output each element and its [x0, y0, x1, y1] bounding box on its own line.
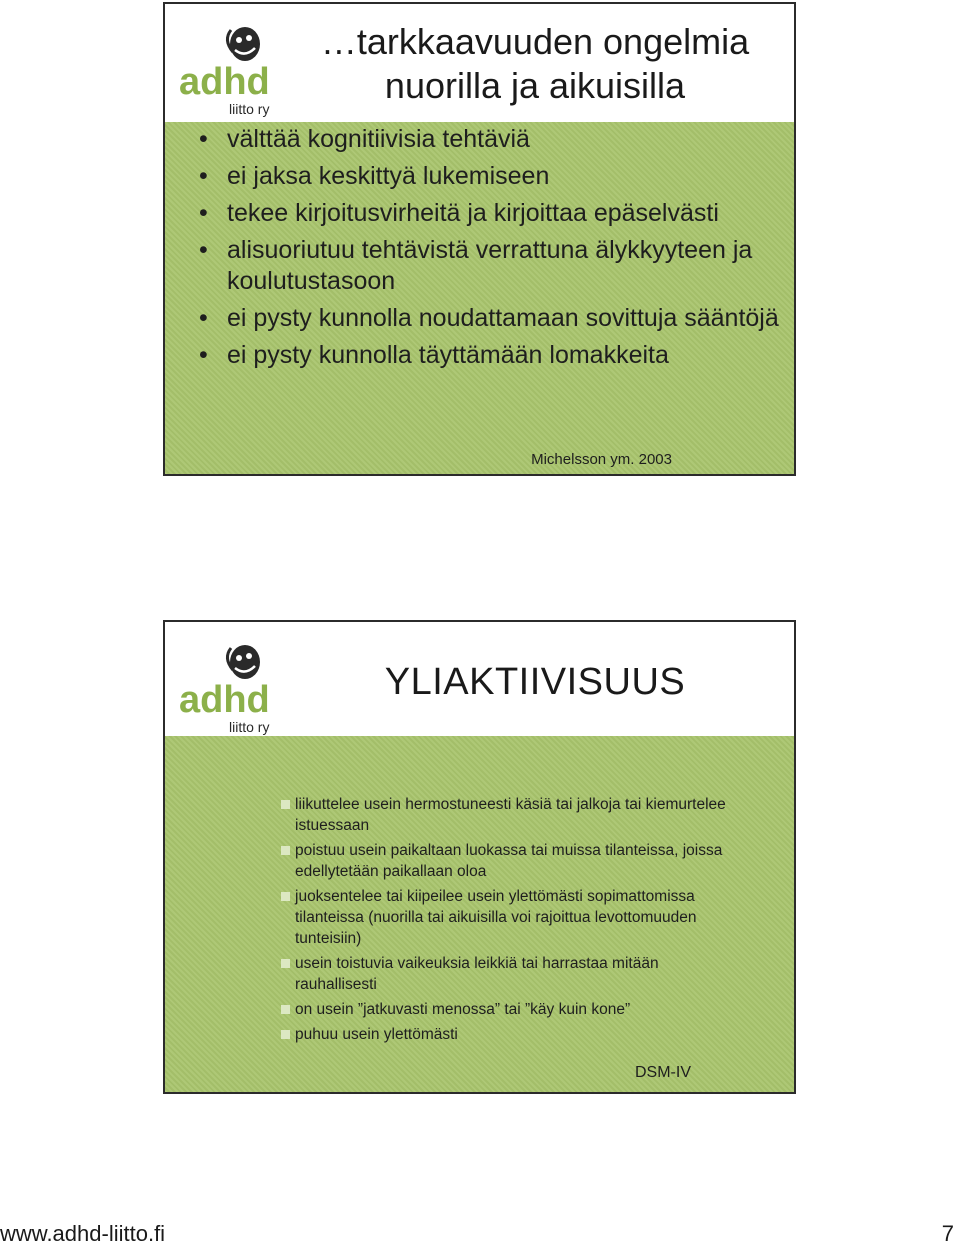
- list-item: liikuttelee usein hermostuneesti käsiä tai jalkoja tai kiemurtelee istuessaan: [281, 794, 731, 836]
- list-item: • tekee kirjoitusvirheitä ja kirjoittaa epäselvästi: [199, 199, 719, 227]
- slide-1-title-line-1: …tarkkaavuuden ongelmia: [320, 21, 750, 62]
- list-item: • ei jaksa keskittyä lukemiseen: [199, 162, 550, 190]
- bullet-square-icon: [281, 800, 290, 809]
- list-item: • alisuoriutuu tehtävistä verrattuna älykkyyteen ja koulutustasoon: [199, 236, 753, 295]
- list-item: • ei pysty kunnolla täyttämään lomakkeita: [199, 341, 669, 369]
- bullet-square-icon: [281, 892, 290, 901]
- bullet-square-icon: [281, 959, 290, 968]
- logo-wordmark: adhd: [179, 679, 270, 721]
- slide-1-title: [285, 20, 785, 108]
- bullet-dot-icon: •: [199, 199, 208, 227]
- slide-2-citation: DSM-IV: [635, 1064, 691, 1081]
- face-icon: [227, 645, 260, 679]
- list-item: on usein ”jatkuvasti menossa” tai ”käy kuin kone”: [281, 999, 731, 1020]
- bullet-square-icon: [281, 1030, 290, 1039]
- logo-subtitle: liitto ry: [229, 719, 270, 735]
- slide-1-title-line-2: nuorilla ja aikuisilla: [384, 65, 686, 106]
- list-item: poistuu usein paikaltaan luokassa tai muissa tilanteissa, joissa edellytetään paikallaan oloa: [281, 840, 731, 882]
- bullet-dot-icon: •: [199, 125, 208, 153]
- slide-2-bullet-list: [281, 794, 731, 1049]
- slide-2-body: [165, 736, 794, 1092]
- list-item: puhuu usein ylettömästi: [281, 1024, 731, 1045]
- slide-2-title: YLIAKTIIVISUUS: [384, 661, 686, 703]
- bullet-square-icon: [281, 846, 290, 855]
- adhd-logo: [179, 20, 279, 120]
- list-item: • välttää kognitiivisia tehtäviä: [199, 125, 530, 153]
- bullet-square-icon: [281, 1005, 290, 1014]
- page-number: 7: [941, 1221, 954, 1246]
- list-item: juoksentelee tai kiipeilee usein ylettömästi sopimattomissa tilanteissa (nuorilla tai aikuisilla voi rajoittua levottomuuden tunteisiin): [281, 886, 731, 949]
- bullet-dot-icon: •: [199, 341, 208, 369]
- footer-url: www.adhd-liitto.fi: [0, 1221, 166, 1246]
- logo-wordmark: adhd: [179, 61, 270, 103]
- list-item: • ei pysty kunnolla noudattamaan sovittuja sääntöjä: [199, 304, 779, 332]
- slide-1: [163, 2, 796, 476]
- slide-1-body: [165, 122, 794, 474]
- face-icon: [227, 27, 260, 61]
- slide-2-header: [165, 622, 794, 736]
- slide-1-bullet-list: [199, 124, 779, 377]
- bullet-dot-icon: •: [199, 236, 208, 264]
- slide-1-citation: Michelsson ym. 2003: [531, 451, 672, 468]
- slide-1-header: [165, 4, 794, 122]
- bullet-dot-icon: •: [199, 304, 208, 332]
- slide-2: [163, 620, 796, 1094]
- logo-subtitle: liitto ry: [229, 101, 270, 117]
- bullet-dot-icon: •: [199, 162, 208, 190]
- list-item: usein toistuvia vaikeuksia leikkiä tai harrastaa mitään rauhallisesti: [281, 953, 731, 995]
- adhd-logo: [179, 638, 279, 738]
